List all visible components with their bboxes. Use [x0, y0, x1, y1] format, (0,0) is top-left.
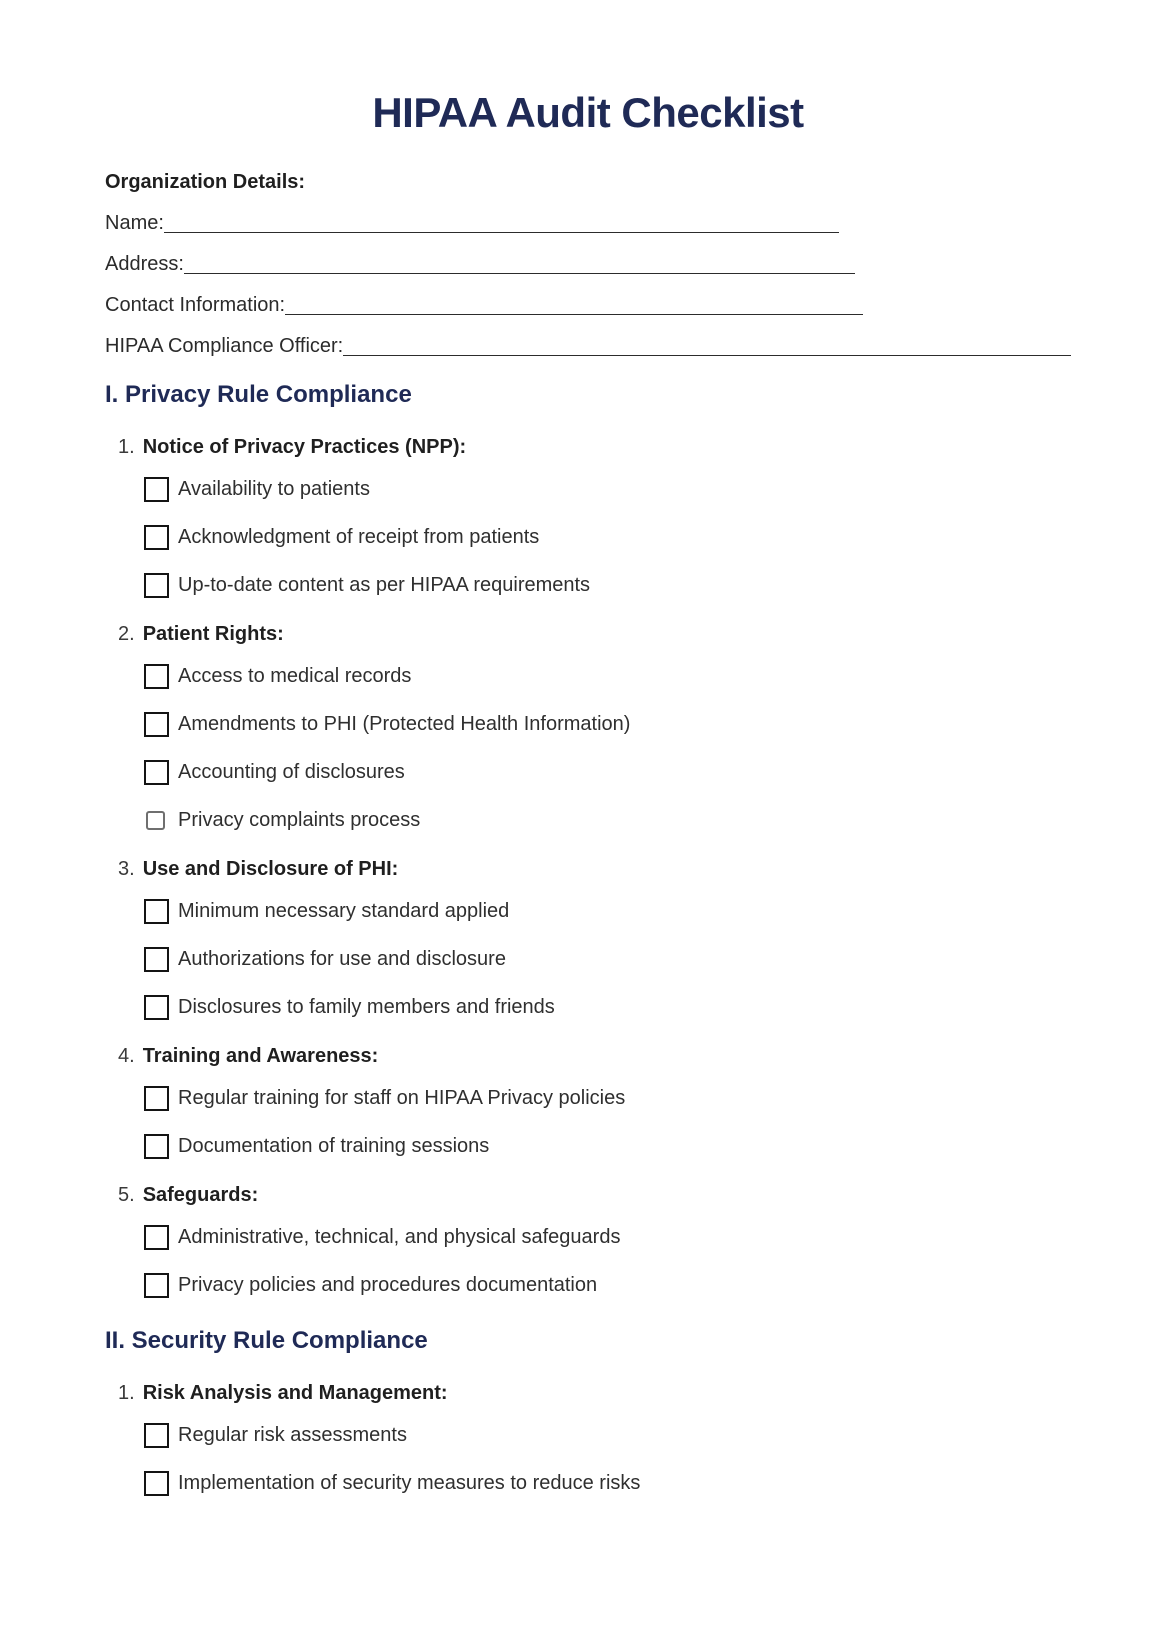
- item-number: 1.: [118, 1382, 135, 1404]
- check-label: Minimum necessary standard applied: [178, 900, 510, 922]
- checklist-item-training-awareness: [105, 1044, 1071, 1159]
- access-to-medical-records-checkbox[interactable]: [144, 664, 169, 689]
- check-label: Privacy complaints process: [178, 809, 421, 831]
- check-row: [105, 1273, 1071, 1298]
- field-row-address: [105, 252, 855, 276]
- security-rule-section-heading: II. Security Rule Compliance: [105, 1327, 428, 1354]
- privacy-policies-documentation-checkbox[interactable]: [144, 1273, 169, 1298]
- check-row: [105, 525, 1071, 550]
- contact-information-field-label: Contact Information:: [105, 294, 286, 316]
- item-heading-use-disclosure-phi: [105, 857, 1071, 881]
- check-row: [105, 1423, 1071, 1448]
- check-row: [105, 1225, 1071, 1250]
- check-label: Privacy policies and procedures documentation: [178, 1274, 598, 1296]
- check-label: Access to medical records: [178, 665, 412, 687]
- compliance-officer-field-label: HIPAA Compliance Officer:: [105, 335, 344, 357]
- check-label: Amendments to PHI (Protected Health Information): [178, 713, 631, 735]
- item-number: 1.: [118, 436, 135, 458]
- section-security-rule-compliance: [105, 1326, 1071, 1496]
- item-title: Notice of Privacy Practices (NPP):: [142, 436, 467, 458]
- item-heading-risk-analysis: [105, 1381, 1071, 1405]
- item-title: Safeguards:: [142, 1184, 259, 1206]
- checklist-item-safeguards: [105, 1183, 1071, 1298]
- check-label: Availability to patients: [178, 478, 370, 500]
- field-row-contact-information: [105, 293, 863, 317]
- item-heading-training-awareness: [105, 1044, 1071, 1068]
- check-row: [105, 1471, 1071, 1496]
- documentation-of-training-checkbox[interactable]: [144, 1134, 169, 1159]
- check-row: [105, 995, 1071, 1020]
- up-to-date-content-checkbox[interactable]: [144, 573, 169, 598]
- item-heading-patient-rights: [105, 622, 1071, 646]
- minimum-necessary-standard-checkbox[interactable]: [144, 899, 169, 924]
- checklist-item-patient-rights: [105, 622, 1071, 833]
- implementation-security-measures-checkbox[interactable]: [144, 1471, 169, 1496]
- check-label: Acknowledgment of receipt from patients: [178, 526, 540, 548]
- address-field-input-line[interactable]: [184, 252, 855, 274]
- item-heading-safeguards: [105, 1183, 1071, 1207]
- item-number: 4.: [118, 1045, 135, 1067]
- checklist-item-use-disclosure-phi: [105, 857, 1071, 1020]
- address-field-label: Address:: [105, 253, 184, 275]
- amendments-to-phi-checkbox[interactable]: [144, 712, 169, 737]
- check-label: Authorizations for use and disclosure: [178, 948, 506, 970]
- name-field-input-line[interactable]: [164, 211, 839, 233]
- page-title: HIPAA Audit Checklist: [372, 89, 804, 136]
- contact-information-field-input-line[interactable]: [285, 293, 863, 315]
- check-row: [105, 477, 1071, 502]
- check-row: [105, 760, 1071, 785]
- item-title: Training and Awareness:: [142, 1045, 379, 1067]
- item-number: 3.: [118, 858, 135, 880]
- disclosures-to-family-checkbox[interactable]: [144, 995, 169, 1020]
- check-label: Implementation of security measures to reduce risks: [178, 1472, 641, 1494]
- authorizations-for-use-checkbox[interactable]: [144, 947, 169, 972]
- field-row-name: [105, 211, 839, 235]
- item-number: 2.: [118, 623, 135, 645]
- check-label: Administrative, technical, and physical safeguards: [178, 1226, 621, 1248]
- check-row: [105, 808, 1071, 833]
- check-label: Regular risk assessments: [178, 1424, 407, 1446]
- field-row-compliance-officer: [105, 334, 1071, 358]
- regular-training-checkbox[interactable]: [144, 1086, 169, 1111]
- checklist-item-npp: [105, 435, 1071, 598]
- check-row: [105, 664, 1071, 689]
- compliance-officer-field-input-line[interactable]: [343, 334, 1071, 356]
- item-title: Risk Analysis and Management:: [142, 1382, 448, 1404]
- regular-risk-assessments-checkbox[interactable]: [144, 1423, 169, 1448]
- availability-to-patients-checkbox[interactable]: [144, 477, 169, 502]
- check-label: Regular training for staff on HIPAA Privacy policies: [178, 1087, 626, 1109]
- item-title: Patient Rights:: [142, 623, 284, 645]
- check-label: Disclosures to family members and friends: [178, 996, 555, 1018]
- check-row: [105, 947, 1071, 972]
- check-row: [105, 1134, 1071, 1159]
- item-heading-npp: [105, 435, 1071, 459]
- checklist-item-risk-analysis: [105, 1381, 1071, 1496]
- check-label: Documentation of training sessions: [178, 1135, 490, 1157]
- check-row: [105, 712, 1071, 737]
- acknowledgment-of-receipt-checkbox[interactable]: [144, 525, 169, 550]
- item-title: Use and Disclosure of PHI:: [142, 858, 399, 880]
- organization-details-section: [105, 170, 1071, 358]
- item-number: 5.: [118, 1184, 135, 1206]
- check-row: [105, 899, 1071, 924]
- check-label: Up-to-date content as per HIPAA requirements: [178, 574, 591, 596]
- section-privacy-rule-compliance: [105, 380, 1071, 1298]
- administrative-technical-physical-checkbox[interactable]: [144, 1225, 169, 1250]
- privacy-rule-section-heading: I. Privacy Rule Compliance: [105, 381, 412, 408]
- accounting-of-disclosures-checkbox[interactable]: [144, 760, 169, 785]
- name-field-label: Name:: [105, 212, 164, 234]
- check-row: [105, 1086, 1071, 1111]
- privacy-complaints-process-checkbox[interactable]: [146, 811, 165, 830]
- check-row: [105, 573, 1071, 598]
- check-label: Accounting of disclosures: [178, 761, 405, 783]
- organization-details-heading: Organization Details:: [105, 171, 306, 193]
